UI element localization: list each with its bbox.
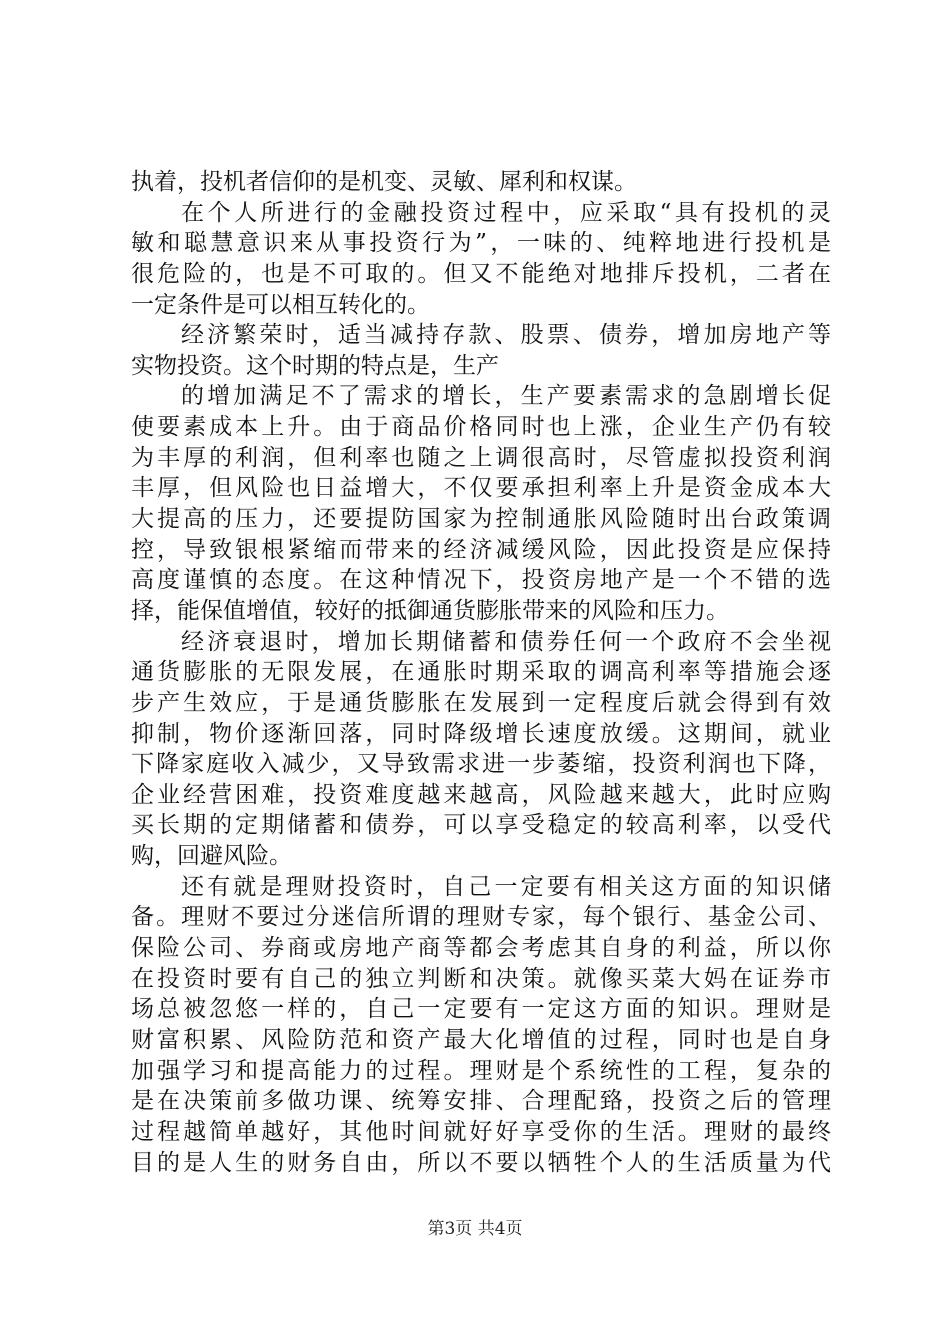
page-footer: 第3页 共4页: [427, 1219, 523, 1239]
text-line: 为丰厚的利润，但利率也随之上调很高时，尽管虚拟投资利润: [131, 444, 831, 471]
text-line: 敏和聪慧意识来从事投资行为”，一味的、纯粹地进行投机是: [131, 230, 831, 257]
text-line: 步产生效应，于是通货膨胀在发展到一定程度后就会得到有效: [131, 689, 831, 716]
text-line: 抑制，物价逐渐回落，同时降级增长速度放缓。这期间，就业: [131, 720, 831, 747]
text-line: 下降家庭收入减少，又导致需求进一步萎缩，投资利润也下降，: [131, 751, 831, 778]
text-line: 实物投资。这个时期的特点是，生产: [131, 352, 499, 379]
text-line: 的增加满足不了需求的增长，生产要素需求的急剧增长促: [181, 383, 831, 410]
text-line: 丰厚，但风险也日益增大，不仅要承担利率上升是资金成本大: [131, 475, 831, 502]
text-line: 择，能保值增值，较好的抵御通货膨胀带来的风险和压力。: [131, 597, 729, 624]
text-line: 高度谨慎的态度。在这种情况下，投资房地产是一个不错的选: [131, 567, 831, 594]
text-line: 一定条件是可以相互转化的。: [131, 291, 430, 318]
text-line: 使要素成本上升。由于商品价格同时也上涨，企业生产仍有较: [131, 414, 831, 441]
text-line: 在个人所进行的金融投资过程中，应采取“具有投机的灵: [181, 199, 831, 226]
text-line: 还有就是理财投资时，自己一定要有相关这方面的知识储: [181, 873, 831, 900]
text-line: 经济繁荣时，适当减持存款、股票、债券，增加房地产等: [181, 322, 831, 349]
text-line: 很危险的，也是不可取的。但又不能绝对地排斥投机，二者在: [131, 260, 831, 287]
text-line: 购，回避风险。: [131, 843, 292, 870]
text-line: 目的是人生的财务自由，所以不要以牺牲个人的生活质量为代: [131, 1149, 831, 1176]
text-line: 通货膨胀的无限发展，在通胀时期采取的调高利率等措施会逐: [131, 659, 831, 686]
text-line: 备。理财不要过分迷信所谓的理财专家，每个银行、基金公司、: [131, 904, 831, 931]
text-line: 执着，投机者信仰的是机变、灵敏、犀利和权谋。: [131, 169, 637, 195]
text-line: 加强学习和提高能力的过程。理财是个系统性的工程，复杂的: [131, 1057, 831, 1084]
text-line: 场总被忽悠一样的，自己一定要有一定这方面的知识。理财是: [131, 996, 831, 1023]
text-line: 财富积累、风险防范和资产最大化增值的过程，同时也是自身: [131, 1026, 831, 1053]
text-line: 是在决策前多做功课、统筹安排、合理配臵，投资之后的管理: [131, 1088, 831, 1115]
text-line: 控，导致银根紧缩而带来的经济减缓风险，因此投资是应保持: [131, 536, 831, 563]
text-line: 保险公司、券商或房地产商等都会考虑其自身的利益，所以你: [131, 935, 831, 962]
text-line: 经济衰退时，增加长期储蓄和债券任何一个政府不会坐视: [181, 628, 831, 655]
text-line: 企业经营困难，投资难度越来越高，风险越来越大，此时应购: [131, 781, 831, 808]
text-line: 在投资时要有自己的独立判断和决策。就像买菜大妈在证券市: [131, 965, 831, 992]
text-line: 大提高的压力，还要提防国家为控制通胀风险随时出台政策调: [131, 506, 831, 533]
document-body: [131, 167, 831, 1178]
text-line: 过程越简单越好，其他时间就好好享受你的生活。理财的最终: [131, 1118, 831, 1145]
text-line: 买长期的定期储蓄和债券，可以享受稳定的较高利率，以受代: [131, 812, 831, 839]
